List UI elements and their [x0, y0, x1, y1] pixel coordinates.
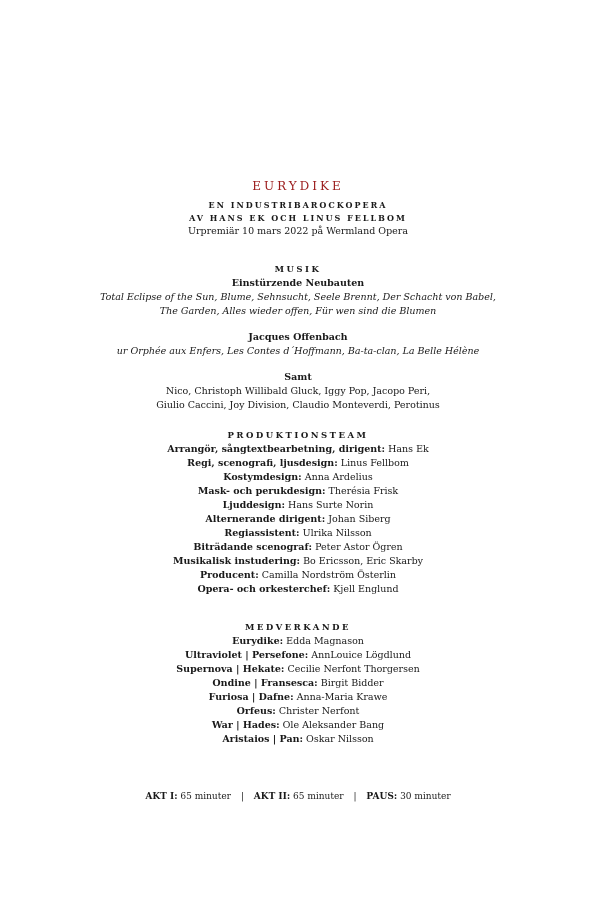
cast-entry [0, 635, 596, 649]
footer-separator: | [353, 792, 357, 802]
credit-entry [0, 457, 596, 471]
credit-entry [0, 555, 596, 569]
cast-entry [0, 691, 596, 705]
footer-separator: | [240, 792, 244, 802]
credit-name: Johan Siberg [328, 514, 391, 525]
subtitle-line-2: AV HANS EK OCH LINUS FELLBOM [189, 212, 407, 223]
music-group-artists: Giulio Caccini, Joy Division, Claudio Monteverdi, Perotinus [156, 400, 440, 411]
cast-name: Cecilie Nerfont Thorgersen [287, 664, 420, 675]
credit-entry [0, 583, 596, 597]
cast-name: AnnLouice Lögdlund [311, 650, 412, 661]
produktionsteam-section [0, 429, 596, 597]
cast-entry [0, 719, 596, 733]
credit-name: Linus Fellbom [340, 458, 409, 469]
credit-entry [0, 443, 596, 457]
credit-name: Hans Ek [388, 444, 429, 455]
credit-name: Ulrika Nilsson [302, 528, 372, 539]
credit-name: Hans Surte Norin [288, 500, 374, 511]
cast-name: Ole Aleksander Bang [282, 720, 385, 731]
credit-entry [0, 527, 596, 541]
credit-name: Therésia Frisk [328, 486, 399, 497]
cast-entry [0, 649, 596, 663]
subtitle-block [0, 199, 596, 239]
credit-entry [0, 541, 596, 555]
credit-role: Producent: [200, 570, 259, 581]
cast-role: War | Hades: [211, 720, 280, 731]
cast-entry [0, 705, 596, 719]
musik-section [0, 263, 596, 413]
cast-role: Eurydike: [232, 636, 284, 647]
credit-role: Regi, scenografi, ljusdesign: [187, 458, 338, 469]
music-group-works: Total Eclipse of the Sun, Blume, Sehnsucht, Seele Brennt, Der Schacht von Babel, [100, 292, 496, 303]
credit-entry [0, 569, 596, 583]
medverkande-section [0, 621, 596, 747]
cast-role: Ondine | Fransesca: [212, 678, 318, 689]
cast-entry [0, 663, 596, 677]
cast-name: Birgit Bidder [320, 678, 384, 689]
paus-label: PAUS: [366, 792, 398, 802]
credit-name: Camilla Nordström Österlin [261, 570, 396, 581]
page-title: EURYDIKE [252, 179, 344, 193]
credit-role: Musikalisk instudering: [172, 556, 301, 567]
subtitle-line-1: EN INDUSTRIBAROCKOPERA [208, 200, 388, 210]
credit-role: Arrangör, sångtextbearbetning, dirigent: [167, 444, 386, 455]
credit-role: Alternerande dirigent: [205, 514, 326, 525]
music-group-name: Jacques Offenbach [248, 332, 348, 343]
paus-value: 30 minuter [400, 792, 451, 802]
credit-role: Ljuddesign: [222, 500, 285, 511]
cast-role: Furiosa | Dafne: [208, 692, 294, 703]
credit-name: Bo Ericsson, Eric Skarby [303, 556, 424, 567]
credit-name: Kjell Englund [333, 584, 399, 595]
cast-role: Ultraviolet | Persefone: [184, 650, 309, 661]
credit-role: Opera- och orkesterchef: [197, 584, 331, 595]
credit-role: Regiassistent: [224, 528, 300, 539]
music-group-works: The Garden, Alles wieder offen, Für wen sind die Blumen [159, 306, 437, 317]
credit-entry [0, 499, 596, 513]
music-group-name: Einstürzende Neubauten [231, 278, 365, 289]
musik-heading: MUSIK [274, 265, 322, 275]
credit-role: Biträdande scenograf: [193, 542, 313, 553]
akt1-value: 65 minuter [180, 792, 231, 802]
cast-role: Supernova | Hekate: [176, 664, 285, 675]
cast-name: Christer Nerfont [278, 706, 360, 717]
cast-role: Aristaios | Pan: [222, 734, 304, 745]
credit-role: Mask- och perukdesign: [197, 486, 326, 497]
credit-role: Kostymdesign: [223, 472, 302, 483]
cast-name: Anna-Maria Krawe [296, 692, 388, 703]
credit-entry [0, 471, 596, 485]
credit-entry [0, 485, 596, 499]
cast-entry [0, 733, 596, 747]
cast-name: Oskar Nilsson [306, 734, 374, 745]
music-group-works: ur Orphée aux Enfers, Les Contes d´Hoffmann, Ba-ta-clan, La Belle Hélène [116, 346, 480, 357]
produktionsteam-heading: PRODUKTIONSTEAM [227, 431, 369, 441]
music-group-artists: Nico, Christoph Willibald Gluck, Iggy Pop, Jacopo Peri, [165, 386, 431, 397]
akt2-label: AKT II: [253, 792, 291, 802]
credit-entry [0, 513, 596, 527]
duration-footer [0, 790, 596, 804]
credit-name: Peter Astor Ögren [315, 542, 403, 553]
akt2-value: 65 minuter [293, 792, 344, 802]
cast-role: Orfeus: [236, 706, 276, 717]
cast-entry [0, 677, 596, 691]
medverkande-heading: MEDVERKANDE [244, 623, 351, 633]
music-group-name: Samt [284, 372, 312, 383]
akt1-label: AKT I: [145, 792, 178, 802]
cast-name: Edda Magnason [286, 636, 364, 647]
premiere-line: Urpremiär 10 mars 2022 på Wermland Opera [187, 226, 409, 237]
credit-name: Anna Ardelius [304, 472, 373, 483]
